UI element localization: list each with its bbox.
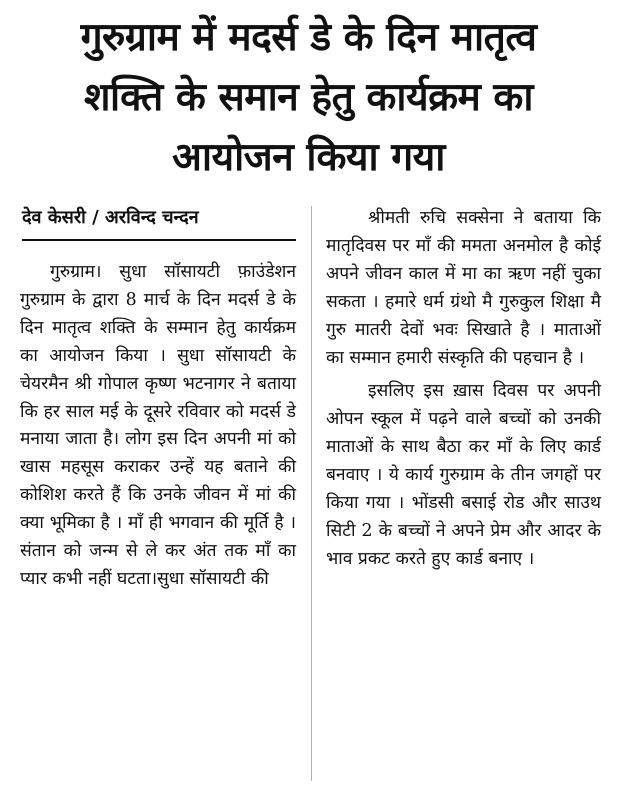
headline-line-3: आयोजन किया गया — [172, 135, 445, 180]
left-paragraph-1: गुरुग्राम। सुधा सॉसायटी फ़ाउंडेशन गुरुग्राम के द्वारा 8 मार्च के दिन मदर्स डे के दिन मातृत्व शक्ति के सम्मान हेतु कार्यक्रम का आयोजन किया । सुधा सॉसायटी के चेयरमैन श्री गोपाल कृष्ण भटनागर ने बताया कि हर साल मई के दूसरे रविवार को मदर्स डे मनाया जाता है। लोग इस दिन अपनी मां को खास महसूस कराकर उन्हें यह बताने की कोशिश करते हैं कि उनके जीवन में मां की क्या भूमिका है । माँ ही भगवान की मूर्ति है । संतान को जन्म से ले कर अंत तक माँ का प्यार कभी नहीं घटता।सुधा सॉसायटी की — [20, 262, 296, 589]
headline-line-2: शक्ति के समान हेतु कार्यक्रम का — [84, 75, 533, 120]
column-divider — [311, 206, 312, 781]
headline — [10, 8, 607, 188]
right-column — [326, 205, 601, 574]
headline-line-1: गुरुग्राम में मदर्स डे के दिन मातृत्व — [80, 15, 537, 60]
right-paragraph-2: इसलिए इस ख़ास दिवस पर अपनी ओपन स्कूल में पढ़ने वाले बच्चों को उनकी माताओं के साथ बैठा कर माँ के लिए कार्ड बनवाए । ये कार्य गुरुग्राम के तीन जगहों पर किया गया । भोंडसी बसाई रोड और साउथ सिटी 2 के बच्चों ने अपने प्रेम और आदर के भाव प्रकट करते हुए कार्ड बनाए । — [326, 381, 601, 569]
left-column — [20, 205, 296, 594]
byline: देव केसरी / अरविन्द चन्दन — [22, 205, 296, 241]
right-paragraph-1: श्रीमती रुचि सक्सेना ने बताया कि मातृदिवस पर माँ की ममता अनमोल है कोई अपने जीवन काल में मा का ऋण नहीं चुका सकता । हमारे धर्म ग्रंथो मै गुरुकुल शिक्षा मै गुरु मातरी देवों भवः सिखाते है । माताओं का सम्मान हमारी संस्कृति की पहचान है । — [326, 208, 601, 368]
